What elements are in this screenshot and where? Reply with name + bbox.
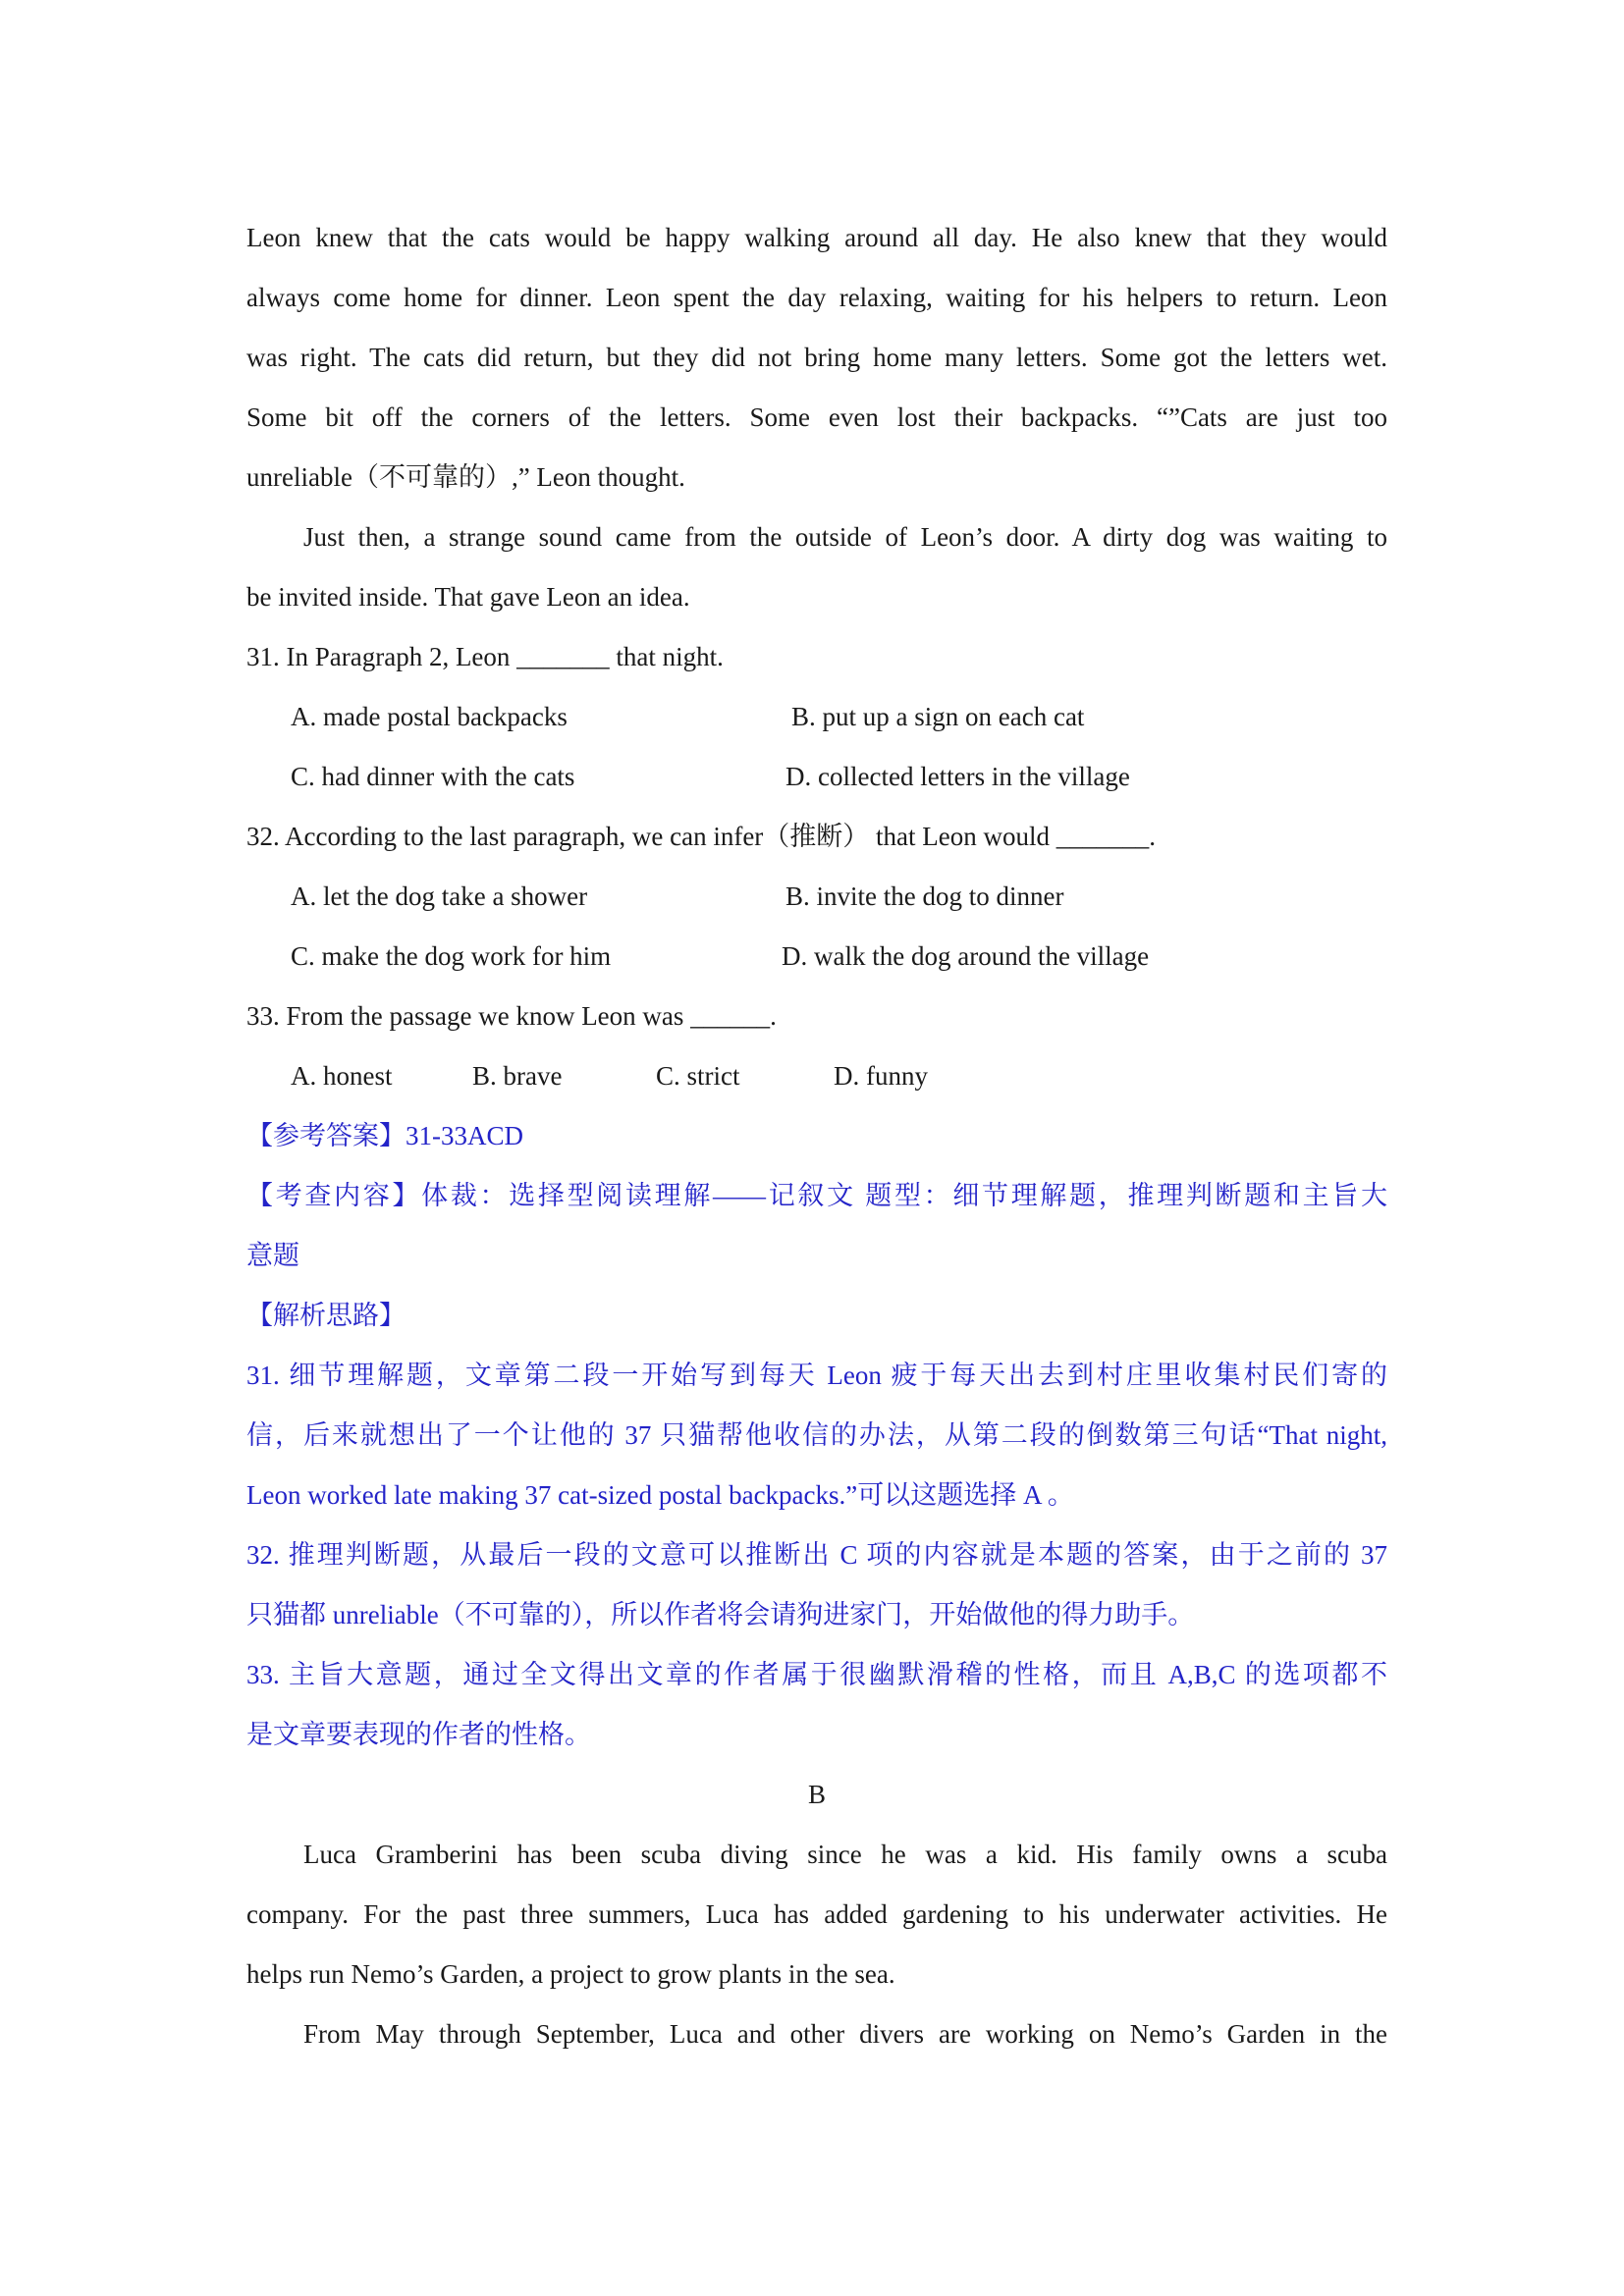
option-c: C. had dinner with the cats [291,762,575,791]
text-line: always come home for dinner. Leon spent the day relaxing, waiting for his helpers to return. Leon [246,283,1387,312]
text-line: was right. The cats did return, but they did not bring home many letters. Some got the letters wet. [246,343,1387,372]
analysis-32-line: 只猫都 unreliable（不可靠的），所以作者将会请狗进家门，开始做他的得力助手。 [246,1600,1195,1629]
option-a: A. made postal backpacks [291,702,568,731]
option-b: B. put up a sign on each cat [791,702,1085,731]
text-line: unreliable（不可靠的）,” Leon thought. [246,462,685,492]
option-a: A. honest [291,1061,393,1091]
option-c: C. make the dog work for him [291,941,612,971]
analysis-33-line: 33. 主旨大意题，通过全文得出文章的作者属于很幽默滑稽的性格，而且 A,B,C 的选项都不 [246,1660,1387,1689]
question-stem: 31. In Paragraph 2, Leon _______ that night. [246,642,724,671]
analysis-32-line: 32. 推理判断题，从最后一段的文意可以推断出 C 项的内容就是本题的答案，由于之前的 37 [246,1540,1387,1570]
option-c: C. strict [656,1061,740,1091]
analysis-31-line: 信，后来就想出了一个让他的 37 只猫帮他收信的办法，从第二段的倒数第三句话“That night, [246,1420,1387,1450]
question-stem: 32. According to the last paragraph, we can infer（推断） that Leon would _______. [246,822,1157,851]
test-content-line: 【考查内容】体裁：选择型阅读理解——记叙文 题型：细节理解题，推理判断题和主旨大 [246,1181,1387,1210]
text-line: helps run Nemo’s Garden, a project to grow plants in the sea. [246,1959,895,1989]
option-d: D. walk the dog around the village [782,941,1150,971]
text-line: Just then, a strange sound came from the outside of Leon’s door. A dirty dog was waiting to [303,522,1387,552]
text-line: From May through September, Luca and other divers are working on Nemo’s Garden in the [303,2019,1387,2049]
text-line: Luca Gramberini has been scuba diving since he was a kid. His family owns a scuba [303,1840,1387,1869]
analysis-31-line: 31. 细节理解题，文章第二段一开始写到每天 Leon 疲于每天出去到村庄里收集村民们寄的 [246,1361,1387,1390]
analysis-33-line: 是文章要表现的作者的性格。 [246,1720,591,1749]
text-line: Leon knew that the cats would be happy walking around all day. He also knew that they would [246,223,1387,252]
option-b: B. brave [472,1061,563,1091]
option-d: D. collected letters in the village [785,762,1130,791]
option-b: B. invite the dog to dinner [785,881,1064,911]
analysis-title: 【解析思路】 [246,1301,406,1330]
option-a: A. let the dog take a shower [291,881,588,911]
text-line: Some bit off the corners of the letters. Some even lost their backpacks. “”Cats are just too [246,402,1387,432]
reference-answer: 【参考答案】31-33ACD [246,1121,523,1150]
section-heading: B [807,1780,826,1809]
option-d: D. funny [834,1061,928,1091]
analysis-31-line: Leon worked late making 37 cat-sized postal backpacks.”可以这题选择 A 。 [246,1480,1074,1510]
text-line: company. For the past three summers, Luca has added gardening to his underwater activities. He [246,1899,1387,1929]
question-stem: 33. From the passage we know Leon was ______. [246,1001,777,1031]
test-content-line: 意题 [246,1241,299,1270]
text-line: be invited inside. That gave Leon an idea. [246,582,690,612]
